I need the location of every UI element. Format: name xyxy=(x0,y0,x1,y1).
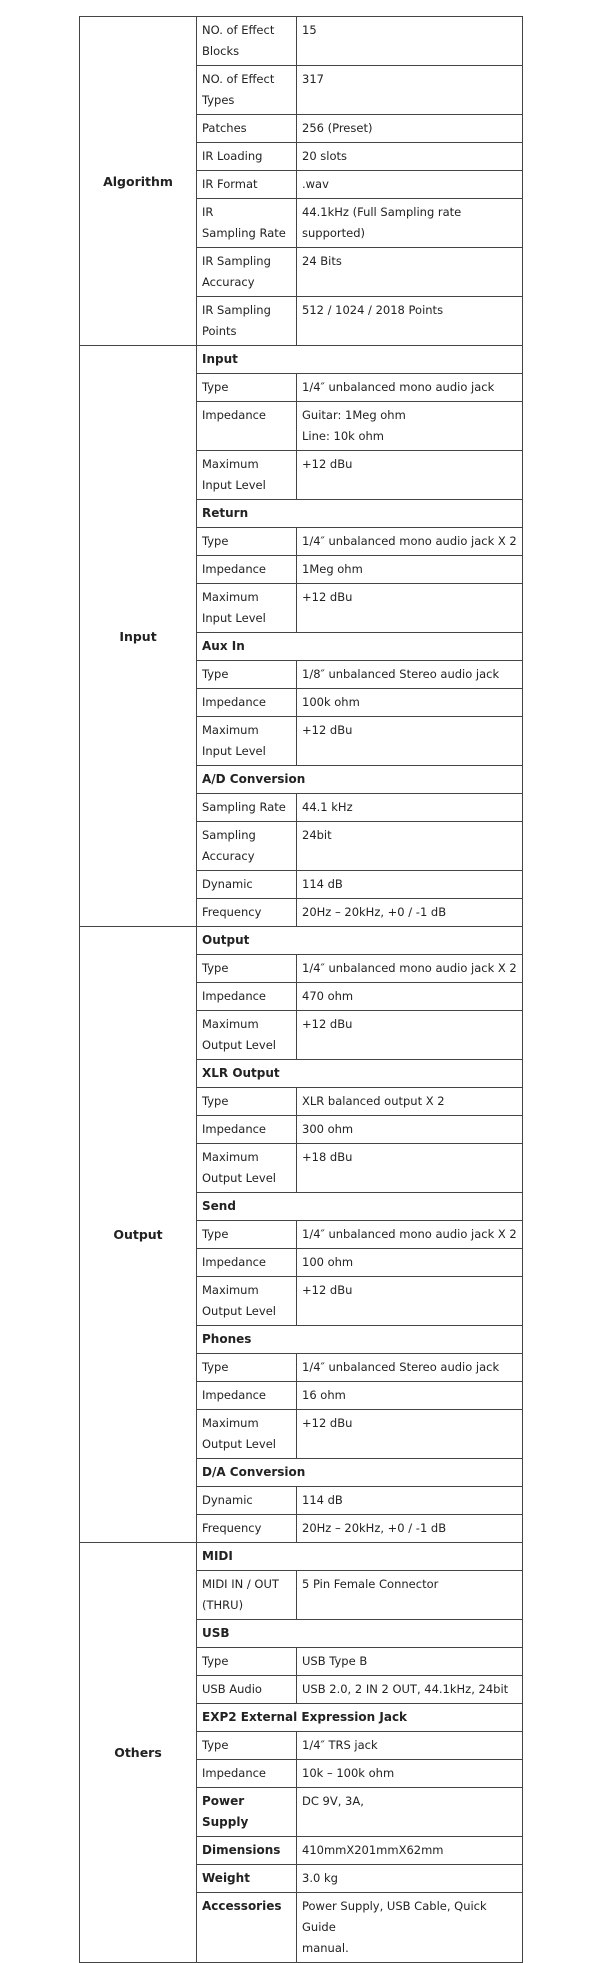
subsection-header: D/A Conversion xyxy=(197,1459,523,1487)
spec-label: Maximum Output Level xyxy=(197,1144,297,1193)
subheader-row xyxy=(80,346,523,374)
subsection-header: Send xyxy=(197,1193,523,1221)
spec-value: 317 xyxy=(297,66,523,115)
spec-label: NO. of Effect Types xyxy=(197,66,297,115)
spec-label: Sampling Accuracy xyxy=(197,822,297,871)
spec-value: 1/8″ unbalanced Stereo audio jack xyxy=(297,661,523,689)
spec-label: Maximum Input Level xyxy=(197,584,297,633)
spec-value: 10k – 100k ohm xyxy=(297,1760,523,1788)
spec-value: 114 dB xyxy=(297,871,523,899)
spec-label: Impedance xyxy=(197,1249,297,1277)
spec-value: USB 2.0, 2 IN 2 OUT, 44.1kHz, 24bit xyxy=(297,1676,523,1704)
subheader-row xyxy=(80,927,523,955)
subsection-header: EXP2 External Expression Jack xyxy=(197,1704,523,1732)
spec-label: Dynamic xyxy=(197,871,297,899)
spec-value: 24 Bits xyxy=(297,248,523,297)
spec-label: Maximum Output Level xyxy=(197,1277,297,1326)
subheader-row xyxy=(80,1543,523,1571)
spec-value: +12 dBu xyxy=(297,584,523,633)
spec-label: Frequency xyxy=(197,899,297,927)
spec-label: Maximum Input Level xyxy=(197,451,297,500)
subsection-header: Return xyxy=(197,500,523,528)
spec-label: Type xyxy=(197,1088,297,1116)
spec-label: Maximum Input Level xyxy=(197,717,297,766)
spec-label: Maximum Output Level xyxy=(197,1011,297,1060)
spec-value: 1/4″ unbalanced mono audio jack X 2 xyxy=(297,528,523,556)
spec-label: Type xyxy=(197,528,297,556)
spec-label: MIDI IN / OUT (THRU) xyxy=(197,1571,297,1620)
spec-value: 1/4″ unbalanced mono audio jack X 2 xyxy=(297,955,523,983)
spec-label: Maximum Output Level xyxy=(197,1410,297,1459)
spec-value: 410mmX201mmX62mm xyxy=(297,1837,523,1865)
spec-value: 20 slots xyxy=(297,143,523,171)
spec-value: +18 dBu xyxy=(297,1144,523,1193)
spec-row xyxy=(80,17,523,66)
spec-value: 5 Pin Female Connector xyxy=(297,1571,523,1620)
spec-label: IR Loading xyxy=(197,143,297,171)
spec-value: 20Hz – 20kHz, +0 / -1 dB xyxy=(297,899,523,927)
spec-value: 1/4″ TRS jack xyxy=(297,1732,523,1760)
spec-value: 470 ohm xyxy=(297,983,523,1011)
spec-value: 1/4″ unbalanced Stereo audio jack xyxy=(297,1354,523,1382)
spec-value: 114 dB xyxy=(297,1487,523,1515)
spec-label: NO. of Effect Blocks xyxy=(197,17,297,66)
spec-label: Power Supply xyxy=(197,1788,297,1837)
spec-value: 256 (Preset) xyxy=(297,115,523,143)
spec-value: 24bit xyxy=(297,822,523,871)
spec-value: DC 9V, 3A, xyxy=(297,1788,523,1837)
spec-value: 44.1 kHz xyxy=(297,794,523,822)
spec-value: 1/4″ unbalanced mono audio jack X 2 xyxy=(297,1221,523,1249)
spec-label: Impedance xyxy=(197,983,297,1011)
subsection-header: Phones xyxy=(197,1326,523,1354)
spec-label: Type xyxy=(197,661,297,689)
spec-label: Type xyxy=(197,1221,297,1249)
spec-value: 300 ohm xyxy=(297,1116,523,1144)
subsection-header: Output xyxy=(197,927,523,955)
spec-value: 100k ohm xyxy=(297,689,523,717)
spec-value: +12 dBu xyxy=(297,1410,523,1459)
spec-value: 15 xyxy=(297,17,523,66)
spec-value: USB Type B xyxy=(297,1648,523,1676)
subsection-header: XLR Output xyxy=(197,1060,523,1088)
spec-value: +12 dBu xyxy=(297,451,523,500)
subsection-header: Aux In xyxy=(197,633,523,661)
spec-value: 20Hz – 20kHz, +0 / -1 dB xyxy=(297,1515,523,1543)
spec-value: 1Meg ohm xyxy=(297,556,523,584)
spec-value: 16 ohm xyxy=(297,1382,523,1410)
spec-label: USB Audio xyxy=(197,1676,297,1704)
spec-label: Impedance xyxy=(197,1382,297,1410)
subsection-header: USB xyxy=(197,1620,523,1648)
spec-value: 44.1kHz (Full Sampling rate supported) xyxy=(297,199,523,248)
spec-label: IR Sampling Accuracy xyxy=(197,248,297,297)
spec-label: Patches xyxy=(197,115,297,143)
spec-label: Impedance xyxy=(197,689,297,717)
spec-value: Power Supply, USB Cable, Quick Guide manual. xyxy=(297,1893,523,1963)
subsection-header: MIDI xyxy=(197,1543,523,1571)
spec-label: Type xyxy=(197,1732,297,1760)
section-title: Input xyxy=(80,346,197,927)
spec-table xyxy=(79,16,523,1963)
spec-label: Weight xyxy=(197,1865,297,1893)
subsection-header: Input xyxy=(197,346,523,374)
spec-value: Guitar: 1Meg ohm Line: 10k ohm xyxy=(297,402,523,451)
spec-value: .wav xyxy=(297,171,523,199)
spec-label: Type xyxy=(197,1648,297,1676)
spec-label: Impedance xyxy=(197,1760,297,1788)
spec-value: +12 dBu xyxy=(297,717,523,766)
spec-label: Dimensions xyxy=(197,1837,297,1865)
spec-label: IR Format xyxy=(197,171,297,199)
spec-label: Type xyxy=(197,1354,297,1382)
spec-label: IR Sampling Points xyxy=(197,297,297,346)
spec-label: Frequency xyxy=(197,1515,297,1543)
spec-label: IR Sampling Rate xyxy=(197,199,297,248)
spec-value: +12 dBu xyxy=(297,1011,523,1060)
spec-label: Impedance xyxy=(197,1116,297,1144)
spec-label: Impedance xyxy=(197,402,297,451)
spec-table-body xyxy=(80,17,523,1963)
spec-value: 512 / 1024 / 2018 Points xyxy=(297,297,523,346)
spec-value: 100 ohm xyxy=(297,1249,523,1277)
spec-label: Type xyxy=(197,955,297,983)
subsection-header: A/D Conversion xyxy=(197,766,523,794)
section-title: Algorithm xyxy=(80,17,197,346)
section-title: Output xyxy=(80,927,197,1543)
spec-label: Type xyxy=(197,374,297,402)
spec-value: 1/4″ unbalanced mono audio jack xyxy=(297,374,523,402)
section-title: Others xyxy=(80,1543,197,1963)
spec-label: Impedance xyxy=(197,556,297,584)
spec-label: Dynamic xyxy=(197,1487,297,1515)
spec-label: Sampling Rate xyxy=(197,794,297,822)
spec-value: 3.0 kg xyxy=(297,1865,523,1893)
spec-label: Accessories xyxy=(197,1893,297,1963)
spec-value: +12 dBu xyxy=(297,1277,523,1326)
spec-value: XLR balanced output X 2 xyxy=(297,1088,523,1116)
